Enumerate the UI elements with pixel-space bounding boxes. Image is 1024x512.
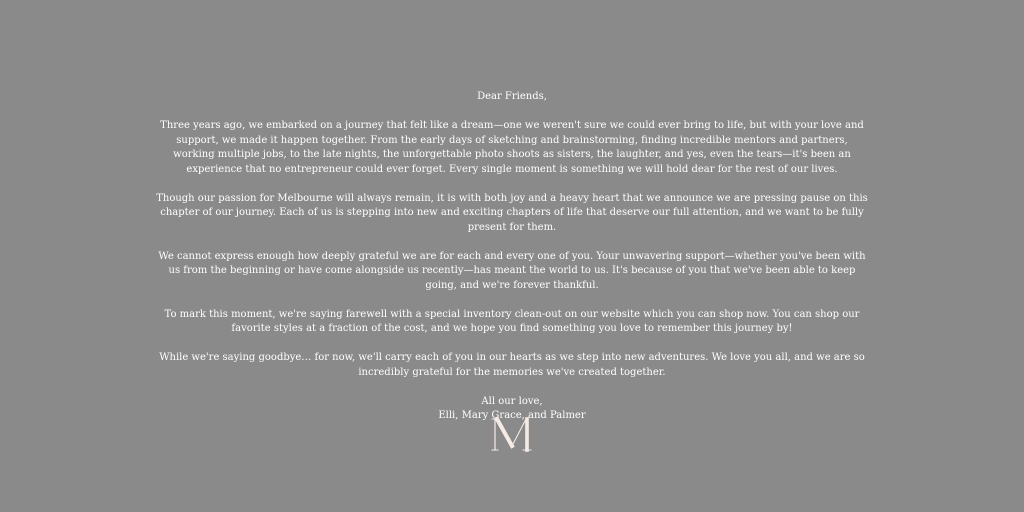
letter-greeting: Dear Friends,: [477, 91, 547, 102]
letter-signature: Elli, Mary Grace, and Palmer: [438, 410, 586, 421]
letter-closing: All our love,: [481, 395, 543, 407]
monogram-icon: [490, 416, 534, 454]
melbourne-monogram-logo: [490, 416, 534, 454]
letter-paragraph-1: Three years ago, we embarked on a journey that felt like a dream—one we weren't sure we could ever bring to life, but with your love and support, we made it happen together. From the early days of sketching and brainstorming, finding incredible mentors and partners, working multiple jobs, to the late nights, the unforgettable photo shoots as sisters, the laughter, and yes, even the tears—it's been an experience that no entrepreneur could ever forget. Every single moment is something we will hold dear for the rest of our lives.: [160, 120, 864, 175]
letter-paragraph-4: To mark this moment, we're saying farewell with a special inventory clean-out on our website which you can shop now. You can shop our favorite styles at a fraction of the cost, and we hope you find something you love to remember this journey by!: [164, 308, 860, 334]
farewell-letter: [0, 90, 1024, 424]
letter-paragraph-3: We cannot express enough how deeply grateful we are for each and every one of you. Your unwavering support—whether you've been with us from the beginning or have come alongside us recently—has meant the world to us. It's because of you that we've been able to keep going, and we're forever thankful.: [158, 250, 866, 291]
letter-paragraph-2: Though our passion for Melbourne will always remain, it is with both joy and a heavy heart that we announce we are pressing pause on this chapter of our journey. Each of us is stepping into new and exciting chapters of life that deserve our full attention, and we want to be fully present for them.: [156, 192, 868, 233]
letter-paragraph-5: While we're saying goodbye… for now, we'll carry each of you in our hearts as we step into new adventures. We love you all, and we are so incredibly grateful for the memories we've created together.: [159, 352, 865, 378]
